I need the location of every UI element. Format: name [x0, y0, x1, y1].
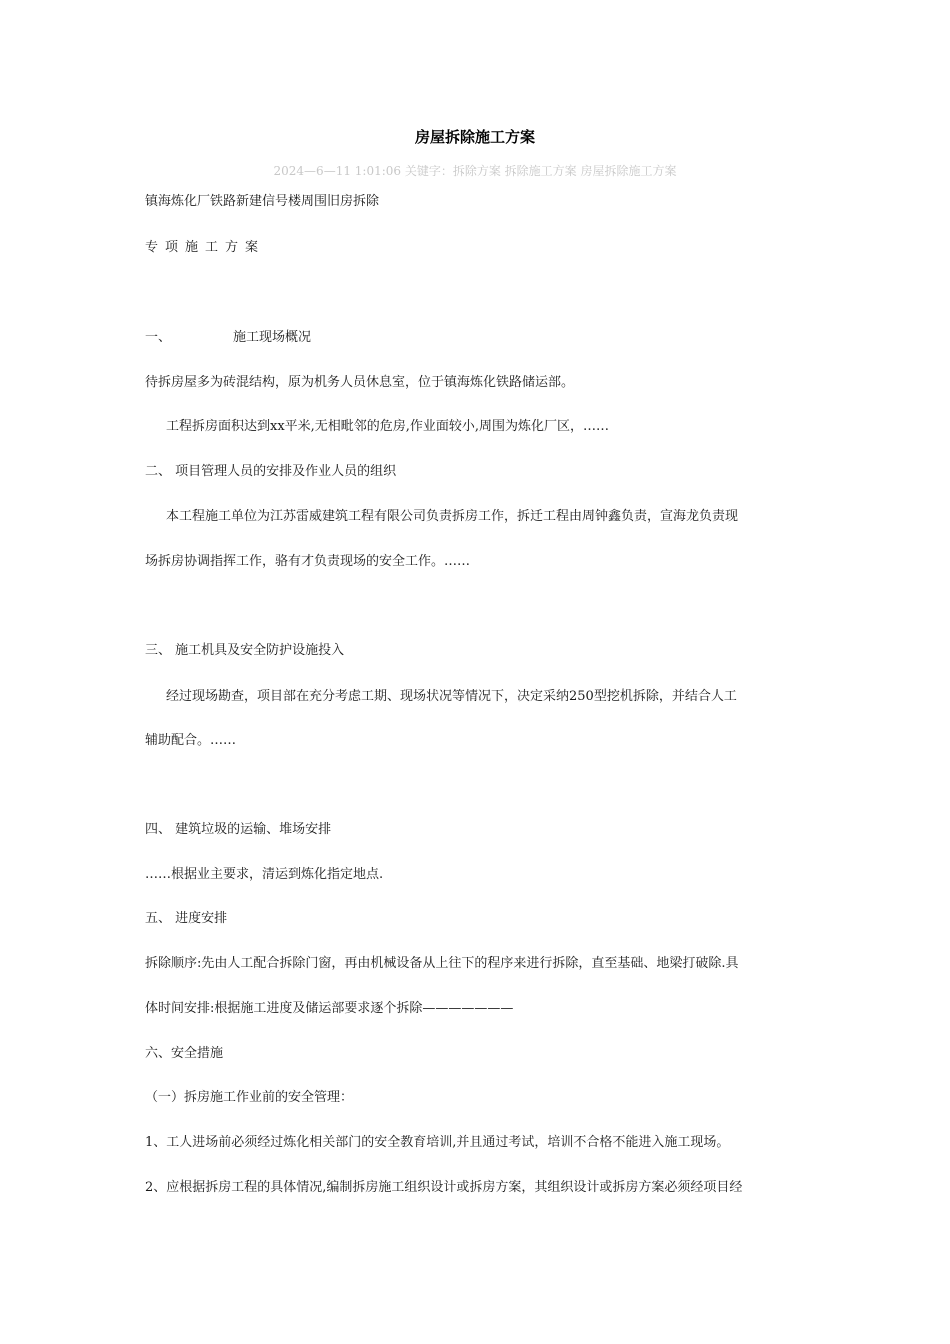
section-3-paragraph-line-1: 经过现场勘查，项目部在充分考虑工期、现场状况等情况下，决定采纳250型挖机拆除，并结合人工	[166, 689, 737, 704]
plan-line: 专项施工方案	[145, 240, 266, 255]
section-1-paragraph-2: 工程拆房面积达到xx平米,无相毗邻的危房,作业面较小,周围为炼化厂区，……	[166, 419, 610, 434]
section-5-paragraph-line-2: 体时间安排:根据施工进度及储运部要求逐个拆除———————	[145, 1001, 514, 1016]
section-1-number: 一、	[145, 330, 172, 345]
section-1-paragraph-1: 待拆房屋多为砖混结构，原为机务人员休息室，位于镇海炼化铁路储运部。	[145, 375, 575, 390]
section-4-paragraph: ……根据业主要求，清运到炼化指定地点.	[145, 867, 384, 882]
section-1-title: 施工现场概况	[233, 330, 312, 345]
section-5-heading: 五、 进度安排	[145, 911, 228, 926]
section-6-heading: 六、安全措施	[145, 1046, 224, 1061]
project-line: 镇海炼化厂铁路新建信号楼周围旧房拆除	[145, 194, 380, 209]
section-5-paragraph-line-1: 拆除顺序:先由人工配合拆除门窗，再由机械设备从上往下的程序来进行拆除，直至基础、地梁打破除.具	[145, 956, 739, 971]
document-title: 房屋拆除施工方案	[414, 128, 535, 146]
section-1-heading	[145, 329, 311, 347]
section-6-item-2: 2、应根据拆房工程的具体情况,编制拆房施工组织设计或拆房方案，其组织设计或拆房方案必须经项目经	[145, 1180, 743, 1195]
section-6-item-1: 1、工人进场前必须经过炼化相关部门的安全教育培训,并且通过考试，培训不合格不能进入施工现场。	[145, 1135, 730, 1150]
section-2-paragraph-line-1: 本工程施工单位为江苏雷威建筑工程有限公司负责拆房工作，拆迁工程由周钟鑫负责，宣海龙负责现	[166, 509, 739, 524]
document-meta: 2024—6—11 1:01:06 关键字：拆除方案 拆除施工方案 房屋拆除施工方案	[273, 164, 677, 178]
section-3-paragraph-line-2: 辅助配合。……	[145, 733, 237, 748]
section-6-subheading-1: （一）拆房施工作业前的安全管理：	[145, 1090, 354, 1105]
section-2-paragraph-line-2: 场拆房协调指挥工作，骆有才负责现场的安全工作。……	[145, 554, 471, 569]
section-3-heading: 三、 施工机具及安全防护设施投入	[145, 643, 345, 658]
section-2-heading: 二、 项目管理人员的安排及作业人员的组织	[145, 464, 397, 479]
section-4-heading: 四、 建筑垃圾的运输、堆场安排	[145, 822, 332, 837]
